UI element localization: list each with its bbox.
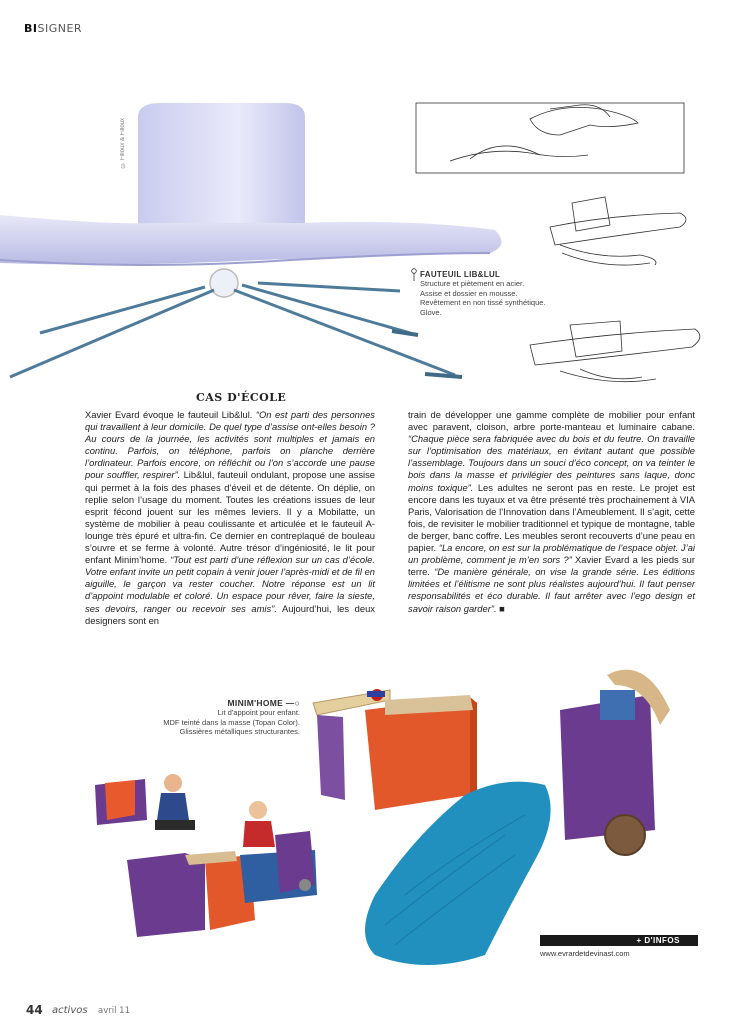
website-link[interactable]: www.evrardetdevinast.com bbox=[540, 949, 630, 958]
body-text: ■ bbox=[496, 602, 505, 614]
quote-text: “Chaque pièce sera fabriquée avec du bois et du feutre. On travaille sur l’optimisation des matériaux, en évitant autant que possible l’assemblage. Toujours dans un souci d’éco concept, on va teinter le bois dans la masse et privilégier des peintures sans laque, donc moins toxique”. bbox=[408, 433, 695, 493]
caption-pointer-icon bbox=[410, 268, 418, 282]
quote-text: “On est parti des personnes qui travaillent à leur domicile. De quel type d’assise ont-elles besoin ? Au cours de la journée, les activités sont multiples et jamais en continu. Parfois, on téléphone, parfois on planche derrière l’ordinateur. Parfois encore, on réfléchit ou l’on s’accorde une pause pour souffler, respirer”. bbox=[85, 409, 375, 481]
body-text: Les adultes ne seront pas en reste. Le projet est encore dans les tuyaux et va être présenté très prochainement à VIA Paris, Valorisation de l’Innovation dans l’Ameublement. Il s’agit, cette fois, de revisiter le mobilier traditionnel et typique de montagne, table de berger, banc coffre. Les meubles seront recouverts d’une peau en papier. bbox=[408, 481, 695, 554]
minim-caption-line: Lit d'appoint pour enfant. bbox=[217, 708, 300, 717]
body-text: Xavier Evard évoque le fauteuil Lib&lul. bbox=[85, 409, 256, 420]
magazine-name: activos bbox=[52, 1005, 88, 1016]
body-text: Lib&lul, fauteuil ondulant, propose une assise qui permet à la fois des phases d’éveil et de détente. On déplie, on replie selon l’usage du moment. Toutes les créations issues de leur esprit fécond jouent sur les mêmes leviers. Il y a Mobilatte, un système de mobilier à peau coulissante et articulée et le fauteuil A-lounge très épuré et ultra-fin. Ce dernier en contreplaqué de bouleau s’ouvre et se ferme à volonté. Autre trésor d’ingéniosité, le lit pour enfant Minim’home. bbox=[85, 469, 376, 566]
minim-caption-line: Glissières métalliques structurantes. bbox=[179, 727, 300, 736]
issue-date: avril 11 bbox=[98, 1006, 130, 1016]
body-text: Aujourd’hui, les deux designers sont en bbox=[85, 602, 375, 626]
article-column-left bbox=[85, 409, 375, 627]
body-text: Xavier Evard a les pieds sur terre. bbox=[408, 554, 695, 578]
minim-home-furniture-photo bbox=[85, 655, 675, 980]
magazine-section-logo: BISIGNER bbox=[24, 22, 83, 35]
fauteuil-caption-title: FAUTEUIL LIB&LUL bbox=[420, 270, 501, 279]
more-info-banner: + D'INFOS bbox=[540, 935, 698, 946]
quote-text: “De manière générale, on vise la grande série. Les éditions limitées et l’élitisme ne sont plus réalistes aujourd’hui. Il faut penser responsabilités et éco durable. Il faut arrêter avec l’ego design et savoir raison garder”. bbox=[408, 566, 695, 614]
fauteuil-caption-line: Glove. bbox=[420, 307, 442, 317]
minim-caption-title: MINIM'HOME bbox=[227, 698, 284, 708]
lib-lul-sketches bbox=[410, 95, 710, 395]
fauteuil-caption-line: Assise et dossier en mousse. bbox=[420, 288, 518, 298]
fauteuil-caption-line: Revêtement en non tissé synthétique. bbox=[420, 298, 546, 307]
section-heading: CAS D'ÉCOLE bbox=[196, 391, 287, 404]
quote-text: “La encore, on est sur la problématique de l’espace objet. J’ai un problème, comment je m’en sors ?” bbox=[408, 542, 695, 566]
page-number: 44 bbox=[26, 1003, 43, 1017]
photo-credit: © Filloux & Filloux bbox=[120, 118, 126, 168]
caption-arrow-icon: —○ bbox=[285, 698, 300, 708]
body-text: train de développer une gamme complète de mobilier pour enfant avec paravent, cloison, arbre porte-manteau et luminaire cabane. bbox=[408, 409, 695, 433]
fauteuil-caption-line: Structure et piètement en acier. bbox=[420, 279, 525, 288]
minim-caption-line: MDF teinté dans la masse (Topan Color). bbox=[163, 717, 300, 727]
article-column-right bbox=[408, 409, 695, 615]
quote-text: “Tout est parti d’une réflexion sur un cas d’école. Votre enfant invite un petit copain à venir jouer l’après-midi et de fil en aiguille, le garçon va rester coucher. Notre réponse est un lit d’appoint modulable et coloré. Un espace pour rêver, faire la sieste, ses devoirs, ranger ou recevoir ses amis”. bbox=[85, 554, 375, 614]
fauteuil-caption bbox=[420, 270, 546, 317]
